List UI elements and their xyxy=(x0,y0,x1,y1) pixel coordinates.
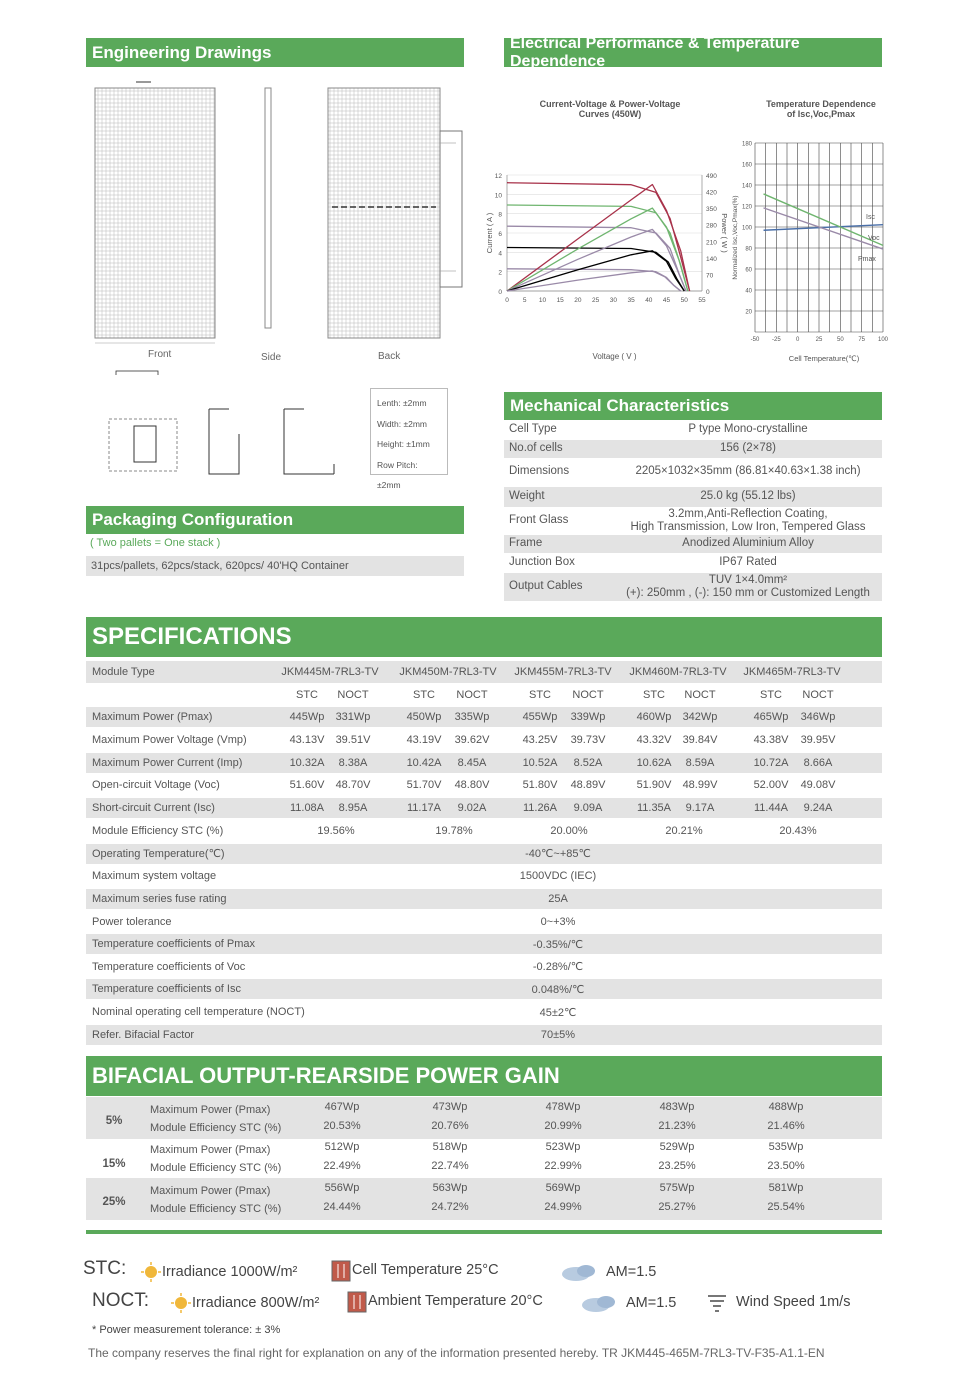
tol-width: Width: ±2mm xyxy=(377,418,428,429)
bifacial-pmax-label: Maximum Power (Pmax) xyxy=(150,1144,271,1156)
bifacial-header: BIFACIAL OUTPUT-REARSIDE POWER GAIN xyxy=(86,1056,882,1096)
mech-key: Output Cables xyxy=(509,580,583,592)
iv-ylabel: Current ( A ) xyxy=(485,212,494,254)
stc-value: 52.00V xyxy=(753,779,789,792)
stc-value: 450Wp xyxy=(406,711,442,723)
spec-row xyxy=(86,979,882,999)
stc-value: 43.38V xyxy=(753,733,789,746)
bifacial-eff-value: 22.74% xyxy=(431,1160,469,1172)
model-name: JKM455M-7RL3-TV xyxy=(514,666,612,678)
iv-xtick-label: 25 xyxy=(592,297,600,304)
spec-row xyxy=(86,844,882,864)
bifacial-group xyxy=(86,1178,882,1220)
temp-xtick-label: 0 xyxy=(795,337,800,343)
temp-title-line2: of Isc,Voc,Pmax xyxy=(786,109,856,119)
bifacial-pmax-value: 556Wp xyxy=(324,1182,360,1194)
bifacial-pmax-label: Maximum Power (Pmax) xyxy=(150,1104,271,1116)
packaging-note: ( Two pallets = One stack ) xyxy=(90,537,221,549)
noct-value: 8.38A xyxy=(338,756,368,769)
efficiency-value: 19.56% xyxy=(317,825,355,837)
temp-xtick-label: -50 xyxy=(750,337,760,343)
bifacial-pmax-value: 473Wp xyxy=(432,1101,468,1113)
disclaimer: The company reserves the final right for explanation on any of the information presented hereby. TR JKM445-465M-7RL3-TV-F35-A1.1-EN xyxy=(88,1346,825,1360)
temp-xtick-label: -25 xyxy=(771,337,781,343)
bifacial-gain-pct: 15% xyxy=(102,1158,126,1170)
mech-key: Junction Box xyxy=(509,556,575,568)
stc-value: 445Wp xyxy=(289,711,325,723)
mech-key: Dimensions xyxy=(509,465,570,477)
iv-title-line1: Current-Voltage & Power-Voltage xyxy=(539,99,681,109)
temperature-chart xyxy=(728,135,898,365)
temp-ytick-label: 140 xyxy=(741,183,752,190)
tol-length: Lenth: ±2mm xyxy=(377,398,427,408)
iv-series-line xyxy=(507,271,681,291)
bifacial-eff-value: 20.53% xyxy=(323,1120,361,1132)
stc-header: STC xyxy=(529,689,551,701)
iv-y2tick-label: 420 xyxy=(706,189,717,197)
isc-label: Isc xyxy=(866,214,875,221)
bifacial-eff-value: 25.27% xyxy=(658,1201,696,1213)
efficiency-value: 20.43% xyxy=(779,825,817,837)
back-caption: Back xyxy=(378,351,401,362)
bifacial-gain-pct: 25% xyxy=(102,1196,126,1208)
spec-row xyxy=(86,912,882,932)
iv-chart-title xyxy=(520,99,700,119)
spec-row xyxy=(86,866,882,886)
thermometer-icon xyxy=(330,1260,352,1280)
bifacial-eff-label: Module Efficiency STC (%) xyxy=(150,1162,282,1174)
stc-value: 43.32V xyxy=(636,733,672,746)
iv-xtick-label: 15 xyxy=(556,297,564,304)
spec-value: -0.35%/℃ xyxy=(532,938,584,951)
bifacial-eff-value: 21.23% xyxy=(658,1120,696,1132)
front-view xyxy=(95,88,215,338)
noct-header: NOCT xyxy=(337,689,369,701)
noct-label: NOCT: xyxy=(92,1290,149,1311)
noct-value: 48.70V xyxy=(335,779,371,792)
stc-value: 51.60V xyxy=(289,779,325,792)
front-caption: Front xyxy=(148,349,172,360)
noct-am-text: AM=1.5 xyxy=(626,1295,677,1311)
noct-header: NOCT xyxy=(572,689,604,701)
iv-xtick-label: 0 xyxy=(505,297,509,304)
mech-key: Cell Type xyxy=(509,423,557,435)
bifacial-pmax-value: 529Wp xyxy=(659,1141,695,1153)
temp-ytick-label: 160 xyxy=(741,162,752,169)
side-caption: Side xyxy=(261,352,282,363)
specifications-header: SPECIFICATIONS xyxy=(86,617,882,657)
temp-ytick-label: 180 xyxy=(741,141,752,148)
spec-value: 70±5% xyxy=(540,1028,576,1041)
noct-header: NOCT xyxy=(684,689,716,701)
spec-label: Maximum Power Current (Imp) xyxy=(92,756,243,769)
noct-value: 9.17A xyxy=(685,802,715,815)
bifacial-eff-value: 23.25% xyxy=(658,1160,696,1172)
spec-value: 0~+3% xyxy=(540,915,576,928)
spec-label: Module Efficiency STC (%) xyxy=(92,825,224,837)
efficiency-value: 20.00% xyxy=(550,825,588,837)
sun-icon xyxy=(140,1262,162,1282)
bifacial-eff-label: Module Efficiency STC (%) xyxy=(150,1203,282,1215)
iv-xtick-label: 5 xyxy=(522,297,527,304)
module-drawings xyxy=(86,75,466,375)
temp-series-line xyxy=(764,225,883,231)
stc-value: 11.35A xyxy=(636,802,672,815)
noct-value: 39.84V xyxy=(682,733,718,746)
stc-value: 465Wp xyxy=(753,711,789,723)
iv-y2tick-label: 210 xyxy=(706,239,717,247)
bifacial-pmax-value: 483Wp xyxy=(659,1101,695,1113)
bifacial-pmax-value: 575Wp xyxy=(659,1182,695,1194)
model-header-row xyxy=(86,661,882,683)
bifacial-eff-value: 24.72% xyxy=(431,1201,469,1213)
bifacial-eff-value: 22.49% xyxy=(323,1160,361,1172)
spec-label: Refer. Bifacial Factor xyxy=(92,1028,195,1041)
noct-value: 48.80V xyxy=(454,779,490,792)
stc-value: 51.80V xyxy=(522,779,558,792)
iv-xtick-label: 20 xyxy=(574,297,582,304)
bifacial-eff-value: 20.99% xyxy=(544,1120,582,1132)
bifacial-pmax-label: Maximum Power (Pmax) xyxy=(150,1185,271,1197)
spec-value: -40℃~+85℃ xyxy=(525,848,591,861)
side-view xyxy=(265,88,271,328)
mech-value-line2: (+): 250mm , (-): 150 mm or Customized Length xyxy=(626,587,870,599)
efficiency-row xyxy=(86,821,882,841)
stc-value: 10.32A xyxy=(289,756,325,769)
noct-value: 48.99V xyxy=(682,779,718,792)
iv-xlabel: Voltage ( V ) xyxy=(592,352,637,361)
noct-value: 49.08V xyxy=(800,779,836,792)
stc-value: 11.17A xyxy=(406,802,442,815)
efficiency-value: 19.78% xyxy=(435,825,473,837)
noct-value: 48.89V xyxy=(570,779,606,792)
spec-label: Operating Temperature(℃) xyxy=(92,848,225,861)
bifacial-eff-label: Module Efficiency STC (%) xyxy=(150,1122,282,1134)
tol-pitch: Row Pitch: ±2mm xyxy=(377,459,418,490)
mech-key: No.of cells xyxy=(509,442,563,454)
iv-xtick-label: 55 xyxy=(698,297,706,304)
noct-value: 8.95A xyxy=(338,802,368,815)
iv-xtick-label: 40 xyxy=(645,297,653,304)
noct-am xyxy=(580,1293,676,1313)
noct-value: 39.95V xyxy=(800,733,836,746)
bifacial-gain-pct: 5% xyxy=(105,1115,123,1127)
cloud-icon xyxy=(580,1293,620,1313)
bifacial-pmax-value: 523Wp xyxy=(545,1141,581,1153)
mech-value-line1: 2205×1032×35mm (86.81×40.63×1.38 inch) xyxy=(635,465,861,477)
iv-xtick-label: 50 xyxy=(680,297,688,304)
spec-row xyxy=(86,934,882,954)
stc-value: 10.52A xyxy=(522,756,558,769)
iv-xtick-label: 30 xyxy=(609,297,617,304)
iv-ytick-label: 8 xyxy=(498,211,502,219)
stc-label: STC: xyxy=(83,1258,127,1279)
temp-chart-title xyxy=(746,99,896,119)
bifacial-bottom-rule xyxy=(86,1230,882,1234)
iv-y2label: Power ( W ) xyxy=(720,213,729,253)
frame-sections xyxy=(104,404,349,494)
spec-row xyxy=(86,798,882,818)
temp-ylabel: Normalized Isc,Voc,Pmax(%) xyxy=(732,195,739,280)
model-name: JKM465M-7RL3-TV xyxy=(743,666,841,678)
bifacial-group xyxy=(86,1097,882,1139)
spec-row xyxy=(86,730,882,750)
spec-row xyxy=(86,1025,882,1045)
spec-value: 1500VDC (IEC) xyxy=(519,870,597,883)
iv-ytick-label: 4 xyxy=(498,250,502,258)
iv-xtick-label: 45 xyxy=(662,297,671,304)
iv-series-line xyxy=(507,226,686,291)
packaging-detail: 31pcs/pallets, 62pcs/stack, 620pcs/ 40'HQ Container xyxy=(86,556,464,576)
noct-value: 8.66A xyxy=(803,756,833,769)
tolerance-box xyxy=(370,388,448,490)
spec-label: Maximum system voltage xyxy=(92,870,217,883)
spec-label: Maximum series fuse rating xyxy=(92,893,227,905)
mech-row xyxy=(504,420,882,440)
bifacial-pmax-value: 563Wp xyxy=(432,1182,468,1194)
mech-value xyxy=(614,575,882,599)
stc-cell-temp xyxy=(330,1260,499,1280)
spec-label: Short-circuit Current (Isc) xyxy=(92,802,215,815)
bifacial-pmax-value: 581Wp xyxy=(768,1182,804,1194)
spec-row xyxy=(86,1002,882,1022)
spec-row xyxy=(86,889,882,909)
cloud-icon xyxy=(560,1262,600,1282)
stc-value: 11.44A xyxy=(753,802,789,815)
bifacial-eff-value: 22.99% xyxy=(544,1160,582,1172)
noct-header: NOCT xyxy=(456,689,488,701)
bifacial-eff-value: 21.46% xyxy=(767,1120,805,1132)
spec-label: Maximum Power (Pmax) xyxy=(92,711,213,723)
bifacial-eff-value: 20.76% xyxy=(431,1120,469,1132)
temp-xtick-label: 75 xyxy=(858,337,866,343)
mech-value xyxy=(614,491,882,502)
stc-value: 43.13V xyxy=(289,733,325,746)
bifacial-pmax-value: 569Wp xyxy=(545,1182,581,1194)
mech-value xyxy=(614,557,882,568)
temp-ytick-label: 60 xyxy=(745,267,752,274)
spec-row xyxy=(86,753,882,773)
spec-value: 0.048%/℃ xyxy=(531,983,585,996)
mech-value-line1: P type Mono-crystalline xyxy=(688,423,808,435)
spec-row xyxy=(86,957,882,977)
bifacial-pmax-value: 478Wp xyxy=(545,1101,581,1113)
iv-ytick-label: 12 xyxy=(494,173,502,180)
bifacial-pmax-value: 512Wp xyxy=(324,1141,360,1153)
temp-xtick-label: 100 xyxy=(877,337,889,343)
noct-irradiance xyxy=(170,1293,319,1313)
spec-value: -0.28%/℃ xyxy=(532,961,584,974)
stc-am-text: AM=1.5 xyxy=(606,1264,657,1280)
mech-key: Weight xyxy=(509,490,545,502)
mech-row xyxy=(504,458,882,486)
stc-value: 455Wp xyxy=(522,711,558,723)
bifacial-pmax-value: 488Wp xyxy=(768,1101,804,1113)
spec-row xyxy=(86,775,882,795)
iv-ytick-label: 6 xyxy=(498,231,502,238)
temp-ytick-label: 100 xyxy=(741,225,752,232)
electrical-performance-header: Electrical Performance & Temperature Dependence xyxy=(504,38,882,67)
model-name: JKM445M-7RL3-TV xyxy=(281,666,379,678)
back-view xyxy=(328,88,440,338)
noct-value: 39.51V xyxy=(335,733,371,746)
model-name: JKM460M-7RL3-TV xyxy=(629,666,727,678)
noct-wind-text: Wind Speed 1m/s xyxy=(736,1294,851,1310)
spec-row xyxy=(86,707,882,727)
stc-value: 10.42A xyxy=(406,756,442,769)
iv-ytick-label: 2 xyxy=(498,269,502,277)
iv-xtick-label: 35 xyxy=(627,297,635,304)
stc-value: 10.72A xyxy=(753,756,789,769)
noct-value: 346Wp xyxy=(800,711,836,723)
voc-label: Voc xyxy=(868,235,880,242)
noct-value: 9.09A xyxy=(573,802,603,815)
mech-value xyxy=(614,443,882,454)
power-tolerance-note: * Power measurement tolerance: ± 3% xyxy=(92,1324,281,1336)
temp-xlabel: Cell Temperature(℃) xyxy=(788,354,860,363)
temp-xtick-label: 25 xyxy=(815,337,823,343)
mech-key: Frame xyxy=(509,537,543,549)
mech-value-line1: IP67 Rated xyxy=(719,556,777,568)
stc-value: 51.70V xyxy=(406,779,442,792)
mech-row xyxy=(504,440,882,458)
engineering-drawings-header: Engineering Drawings xyxy=(86,38,464,67)
mech-row xyxy=(504,553,882,573)
iv-ytick-label: 0 xyxy=(498,289,502,296)
stc-am xyxy=(560,1262,656,1282)
mech-value xyxy=(614,538,882,549)
stc-header: STC xyxy=(413,689,435,701)
wind-icon xyxy=(706,1292,728,1312)
temp-ytick-label: 40 xyxy=(745,288,752,295)
spec-label: Maximum Power Voltage (Vmp) xyxy=(92,733,247,746)
thermometer-icon xyxy=(346,1291,368,1311)
spec-label: Module Type xyxy=(92,666,155,678)
sun-icon xyxy=(170,1293,192,1313)
packaging-header: Packaging Configuration xyxy=(86,506,464,534)
bifacial-eff-value: 24.44% xyxy=(323,1201,361,1213)
bifacial-pmax-value: 467Wp xyxy=(324,1101,360,1113)
stc-irradiance-text: Irradiance 1000W/m² xyxy=(162,1264,298,1280)
stc-cell-temp-text: Cell Temperature 25°C xyxy=(352,1262,499,1278)
mech-value-line1: Anodized Aluminium Alloy xyxy=(682,537,814,549)
bifacial-pmax-value: 518Wp xyxy=(432,1141,468,1153)
noct-value: 8.45A xyxy=(457,756,487,769)
mech-value-line1: 25.0 kg (55.12 lbs) xyxy=(700,490,796,502)
mech-value xyxy=(614,466,882,477)
mech-value-line1: TUV 1×4.0mm² xyxy=(708,574,788,586)
noct-ambient-text: Ambient Temperature 20°C xyxy=(368,1293,543,1309)
mech-value-line1: 156 (2×78) xyxy=(720,442,776,454)
mech-row xyxy=(504,535,882,553)
mech-value xyxy=(614,509,882,533)
mech-value-line2: High Transmission, Low Iron, Tempered Glass xyxy=(630,521,866,533)
mech-row xyxy=(504,507,882,535)
stc-value: 43.25V xyxy=(522,733,558,746)
noct-wind xyxy=(706,1292,850,1312)
efficiency-value: 20.21% xyxy=(665,825,703,837)
bifacial-eff-value: 23.50% xyxy=(767,1160,805,1172)
iv-y2tick-label: 0 xyxy=(706,289,710,296)
temp-title-line1: Temperature Dependence xyxy=(766,99,876,109)
temp-xtick-label: 50 xyxy=(836,337,844,343)
spec-label: Open-circuit Voltage (Voc) xyxy=(92,779,220,792)
bifacial-eff-value: 25.54% xyxy=(767,1201,805,1213)
temp-ytick-label: 80 xyxy=(745,246,752,253)
mech-value xyxy=(614,424,882,435)
iv-pv-chart xyxy=(482,165,732,365)
noct-value: 8.59A xyxy=(685,756,715,769)
temp-ytick-label: 120 xyxy=(741,204,752,211)
iv-title-line2: Curves (450W) xyxy=(578,109,642,119)
noct-value: 9.24A xyxy=(803,802,833,815)
iv-xtick-label: 10 xyxy=(538,297,547,304)
tol-height: Height: ±1mm xyxy=(377,439,430,449)
temp-ytick-label: 20 xyxy=(745,309,752,316)
spec-value: 45±2℃ xyxy=(539,1006,577,1019)
noct-value: 342Wp xyxy=(682,711,718,723)
noct-value: 9.02A xyxy=(457,802,487,815)
noct-value: 339Wp xyxy=(570,711,606,723)
stc-noct-header-row xyxy=(86,685,882,705)
noct-header: NOCT xyxy=(802,689,834,701)
model-name: JKM450M-7RL3-TV xyxy=(399,666,497,678)
iv-y2tick-label: 350 xyxy=(706,206,717,214)
mech-row xyxy=(504,487,882,507)
stc-irradiance xyxy=(140,1262,297,1282)
noct-value: 8.52A xyxy=(573,756,603,769)
mech-value-line1: 3.2mm,Anti-Reflection Coating, xyxy=(668,508,828,520)
bifacial-group xyxy=(86,1137,882,1178)
mech-row xyxy=(504,573,882,601)
stc-value: 43.19V xyxy=(406,733,442,746)
stc-value: 51.90V xyxy=(636,779,672,792)
noct-value: 39.62V xyxy=(454,733,490,746)
stc-header: STC xyxy=(296,689,318,701)
spec-label: Temperature coefficients of Voc xyxy=(92,960,246,973)
spec-label: Temperature coefficients of Isc xyxy=(92,983,241,996)
noct-value: 39.73V xyxy=(570,733,606,746)
stc-header: STC xyxy=(760,689,782,701)
spec-label: Temperature coefficients of Pmax xyxy=(92,938,256,951)
stc-value: 11.08A xyxy=(289,802,325,815)
stc-header: STC xyxy=(643,689,665,701)
spec-value: 25A xyxy=(548,893,568,905)
pmax-label: Pmax xyxy=(858,256,876,263)
iv-y2tick-label: 280 xyxy=(706,222,717,230)
stc-value: 10.62A xyxy=(636,756,672,769)
noct-ambient xyxy=(346,1291,543,1311)
iv-ytick-label: 10 xyxy=(494,192,502,200)
spec-label: Power tolerance xyxy=(92,915,172,928)
spec-label: Nominal operating cell temperature (NOCT) xyxy=(92,1006,305,1018)
bifacial-pmax-value: 535Wp xyxy=(768,1141,804,1153)
iv-y2tick-label: 140 xyxy=(706,255,717,263)
bifacial-eff-value: 24.99% xyxy=(544,1201,582,1213)
stc-value: 460Wp xyxy=(636,711,672,723)
noct-irradiance-text: Irradiance 800W/m² xyxy=(192,1295,320,1311)
iv-y2tick-label: 70 xyxy=(706,272,714,280)
mech-key: Front Glass xyxy=(509,514,569,526)
mechanical-header: Mechanical Characteristics xyxy=(504,392,882,420)
noct-value: 331Wp xyxy=(335,711,371,723)
stc-value: 11.26A xyxy=(522,802,558,815)
iv-y2tick-label: 490 xyxy=(706,173,717,180)
noct-value: 335Wp xyxy=(454,711,490,723)
